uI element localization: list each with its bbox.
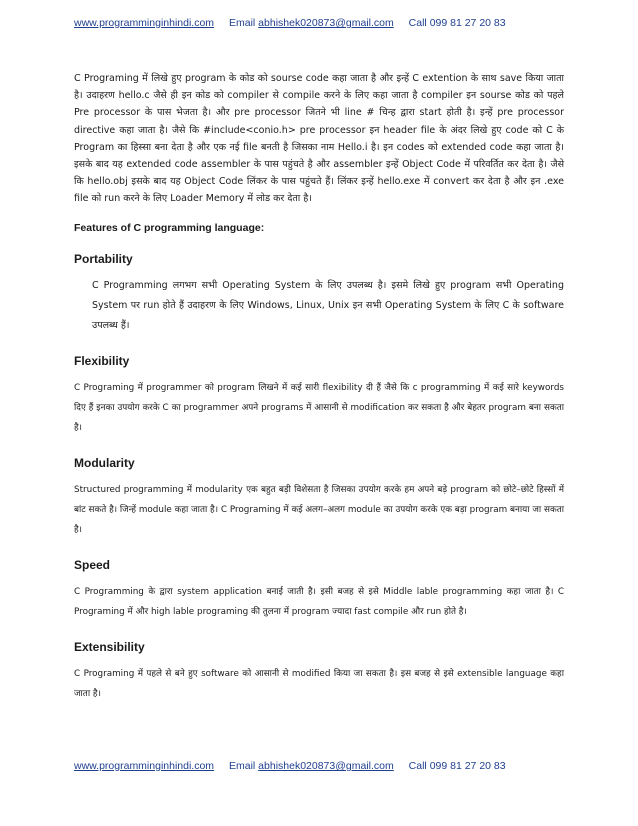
footer-call-label: Call (408, 760, 427, 772)
website-link[interactable]: www.programminginhindi.com (74, 17, 215, 29)
section-text-speed: C Programming के द्वारा system application बनाई जाती है। इसी बजह से इसे Middle lable programming कहा जाता है। C Programing में और high lable programing की तुलना में program ज्यादा fast compile और run होते है। (74, 586, 564, 617)
call-label: Call (408, 17, 427, 29)
section-title-modularity: Modularity (74, 455, 135, 470)
section-title-extensibility: Extensibility (74, 639, 145, 654)
section-title-speed: Speed (74, 557, 111, 572)
section-title-portability: Portability (74, 251, 133, 266)
email-link[interactable]: abhishek020873@gmail.com (258, 17, 394, 29)
phone-number: 099 81 27 20 83 (429, 17, 506, 29)
page-header (74, 17, 506, 29)
footer-email-label: Email (228, 760, 256, 772)
features-title: Features of C programming language: (74, 221, 265, 234)
footer-email-link[interactable]: abhishek020873@gmail.com (258, 760, 394, 772)
section-text-modularity: Structured programming में modularity एक बहुत बड़ी विशेसता है जिसका उपयोग करके हम अपने बड़े program को छोटे–छोटे हिस्सों में बांट सकते है। जिन्हें module कहा जाता है। C Programing में कई अलग–अलग module का उपयोग करके एक बड़ा program बनाया जा सकता है। (74, 484, 564, 535)
main-content (74, 70, 564, 704)
page-footer (74, 760, 506, 772)
section-text-extensibility: C Programing में पहले से बने हुए software को आसानी से modified किया जा सकता है। इस बजह से इसे extensible language कहा जाता है। (74, 668, 564, 699)
section-text-portability: C Programming लगभग सभी Operating System के लिए उपलब्ध है। इसमे लिखे हुए program सभी Operating System पर run होते हैं उदाहरण के लिए Windows, Linux, Unix इन सभी Operating System के लिए C के software उपलब्ध हैं। (92, 279, 564, 331)
intro-paragraph: C Programing में लिखे हुए program के कोड को sourse code कहा जाता है और इन्हें C extention के साथ save किया जाता है। उदाहरण hello.c जैसे ही इन कोड को compiler से compile करने के लिए कहा जाता है compiler इन sourse कोड को पहले Pre processor के पास भेजता है। और pre processor जितने भी line # चिन्ह द्वारा start होती है। इन्हें pre processor directive कहा जाता है। जैसे कि #include<conio.h> pre processor इन header file के अंदर लिखे हुए code को C के Program का हिस्सा बना देता है और एक नई file बनती है जिसका नाम Hello.i है। इन codes को extended code कहा जाता है। इसके बाद यह extended code assembler के पास पहुंचते है और assembler इन्हें Object Code में परिवर्तित कर देता है। जैसे कि hello.obj इसके बाद यह Object Code लिंकर के पास पहुंचते हैं। लिंकर इन्हें hello.exe में convert कर देता है और इन .exe file को run करने के लिए Loader Memory में लोड कर देता है। (74, 73, 564, 205)
section-text-flexibility: C Programing में programmer को program लिखने में कई सारी flexibility दी हैं जैसे कि c programming में कई सारे keywords दिए हैं इनका उपयोग करके C का programmer अपने programs में आसानी से modification कर सकता है और बेहतर program बना सकता है। (74, 382, 564, 433)
footer-phone-number: 099 81 27 20 83 (429, 760, 506, 772)
footer-website-link[interactable]: www.programminginhindi.com (74, 760, 215, 772)
email-label: Email (228, 17, 256, 29)
section-title-flexibility: Flexibility (74, 353, 130, 368)
